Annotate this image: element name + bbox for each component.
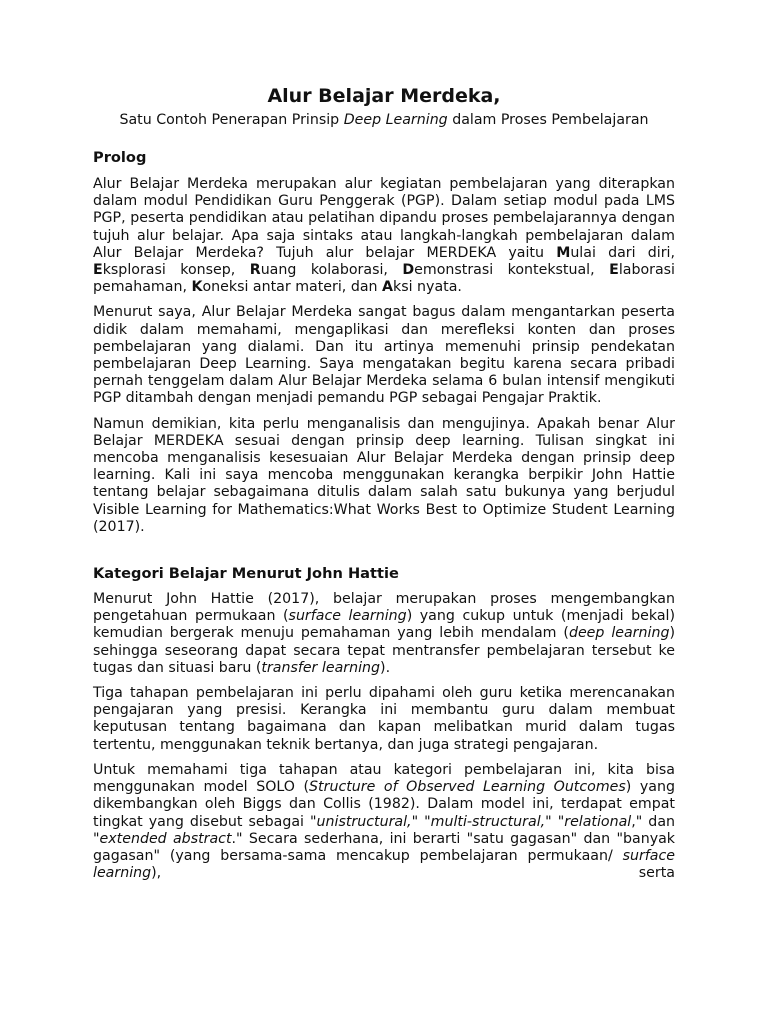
acronym-letter: E [93,262,103,279]
acronym-letter: K [191,279,203,296]
text-run: " " [411,813,431,830]
italic-term: surface learning [288,608,407,625]
paragraph-prolog-3: Namun demikian, kita perlu menganalisis dan mengujinya. Apakah benar Alur Belajar MERDEKA sesuai dengan prinsip deep learning. Tulisan singkat ini mencoba menganalisis kesesuaian Alur Belajar Merdeka dengan prinsip deep learning. Kali ini saya mencoba menggunakan kerangka berpikir John Hattie tentang belajar sebagaimana ditulis dalam salah satu bukunya yang berjudul Visible Learning for Mathematics:What Works Best to Optimize Student Learning (2017). [93,415,675,535]
italic-term: surface learning [93,847,675,882]
text-run: ." Secara sederhana, ini berarti "satu gagasan" dan "banyak gagasan" (yang bersama-sama mencakup pembelajaran permukaan/ [93,830,675,864]
section-heading-kategori: Kategori Belajar Menurut John Hattie [93,565,399,583]
acronym-letter: E [609,262,619,279]
text-run: laborasi pemahaman, [93,262,675,296]
subtitle-text: Satu Contoh Penerapan Prinsip [119,112,344,128]
text-run: Menurut John Hattie (2017), belajar merupakan proses mengembangkan pengetahuan permukaan ( [93,591,675,625]
text-run: ," dan " [93,813,676,847]
text-run: ) yang cukup untuk (menjadi bekal) kemudian bergerak menuju pemahaman yang lebih mendalam ( [93,608,676,642]
italic-term: Structure of Observed Learning Outcomes [309,779,626,796]
italic-term: multi-structural, [430,813,546,830]
text-run: oneksi antar materi, dan [202,279,383,296]
text-run: ulai dari diri, [570,244,675,261]
italic-term: unistructural, [316,813,412,830]
italic-term: relational [564,813,632,830]
text-run: uang kolaborasi, [260,262,403,279]
subtitle-italic-text: Deep Learning [343,112,448,128]
italic-term: extended abstract [99,830,232,847]
acronym-letter: R [249,262,261,279]
acronym-letter: A [382,279,393,296]
text-run: ) yang dikembangkan oleh Biggs dan Collis (1982). Dalam model ini, terdapat empat tingkat yang disebut sebagai " [93,779,675,830]
paragraph-prolog-2: Menurut saya, Alur Belajar Merdeka sangat bagus dalam mengantarkan peserta didik dalam memahami, mengaplikasi dan merefleksi konten dan proses pembelajaran yang dialami. Dan itu artinya memenuhi prinsip pendekatan pembelajaran Deep Learning. Saya mengatakan begitu karena secara pribadi pernah tenggelam dalam Alur Belajar Merdeka selama 6 bulan intensif mengikuti PGP ditambah dengan menjadi pemandu PGP sebagai Pengajar Praktik. [93,304,675,407]
paragraph-kategori-1 [93,591,675,677]
text-run: " " [545,813,565,830]
text-run: emonstrasi kontekstual, [414,262,610,279]
text-run: ksplorasi konsep, [102,262,250,279]
italic-term: deep learning [568,625,670,642]
section-heading-prolog: Prolog [93,149,147,166]
document-title: Alur Belajar Merdeka, [267,85,501,107]
document-subtitle [79,111,689,129]
text-run: Untuk memahami tiga tahapan atau kategori pembelajaran ini, kita bisa menggunakan model SOLO ( [93,761,675,796]
document-page [93,84,675,890]
acronym-letter: D [402,262,415,279]
text-run: ), serta [151,865,675,882]
text-run: ) sehingga seseorang dapat secara tepat mentransfer pembelajaran tersebut ke tugas dan situasi baru ( [93,625,675,676]
text-run: Alur Belajar Merdeka merupakan alur kegiatan pembelajaran yang diterapkan dalam modul Pendidikan Guru Penggerak (PGP). Dalam setiap modul pada LMS PGP, peserta pendidikan atau pelatihan dipandu proses pembelajarannya dengan tujuh alur belajar. Apa saja sintaks atau langkah-langkah pembelajaran dalam Alur Belajar Merdeka? Tujuh alur belajar MERDEKA yaitu [93,176,675,261]
paragraph-kategori-3 [93,762,675,882]
paragraph-kategori-2: Tiga tahapan pembelajaran ini perlu dipahami oleh guru ketika merencanakan pengajaran yang presisi. Kerangka ini membantu guru dalam membuat keputusan tentang bagaimana dan kapan melibatkan murid dalam tugas tertentu, menggunakan teknik bertanya, dan juga strategi pengajaran. [93,685,675,753]
paragraph-prolog-1 [93,176,675,296]
italic-term: transfer learning [261,659,381,676]
text-run: ksi nyata. [393,279,462,296]
subtitle-text-end: dalam Proses Pembelajaran [447,112,649,128]
text-run: ). [380,659,391,676]
acronym-letter: M [556,244,571,261]
